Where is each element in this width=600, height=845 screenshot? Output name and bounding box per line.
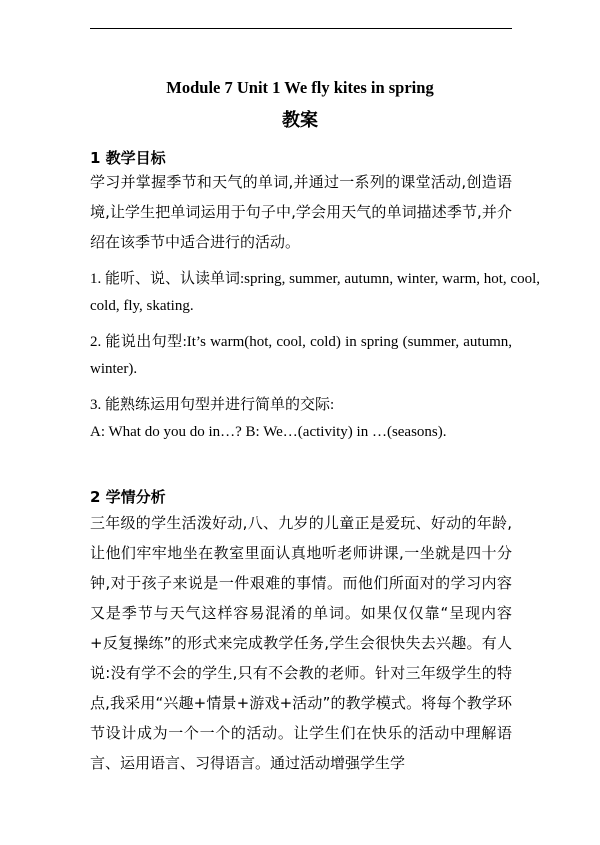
section-heading-analysis: 2 学情分析 — [90, 488, 166, 506]
header-rule — [90, 28, 512, 29]
goal-3: 3. 能熟练运用句型并进行简单的交际: — [90, 397, 335, 413]
goal-2-line-1: 2. 能说出句型:It’s warm(hot, cool, cold) in spring (summer, autumn, — [90, 334, 512, 350]
document-subtitle: 教案 — [282, 110, 318, 131]
goal-1-line-2: cold, fly, skating. — [90, 298, 194, 314]
goal-2-line-2: winter). — [90, 361, 138, 377]
dialogue-pattern: A: What do you do in…? B: We…(activity) in …(seasons). — [90, 424, 447, 440]
goal-1-line-1: 1. 能听、说、认读单词:spring, summer, autumn, winter, warm, hot, cool, — [90, 271, 541, 287]
document-title: Module 7 Unit 1 We fly kites in spring — [166, 78, 434, 97]
objectives-intro: 学习并掌握季节和天气的单词,并通过一系列的课堂活动,创造语境,让学生把单词运用于句子中,学会用天气的单词描述季节,并介绍在该季节中适合进行的活动。 — [90, 173, 512, 251]
analysis-body: 三年级的学生活泼好动,八、九岁的儿童正是爱玩、好动的年龄,让他们牢牢地坐在教室里面认真地听老师讲课,一坐就是四十分钟,对于孩子来说是一件艰难的事情。而他们所面对的学习内容又是季节与天气这样容易混淆的单词。如果仅仅靠“呈现内容+反复操练”的形式来完成教学任务,学生会很快失去兴趣。有人说:没有学不会的学生,只有不会教的老师。针对三年级学生的特点,我采用“兴趣+情景+游戏+活动”的教学模式。将每个教学环节设计成为一个一个的活动。让学生们在快乐的活动中理解语言、运用语言、习得语言。通过活动增强学生学 — [90, 514, 512, 772]
section-heading-objectives: 1 教学目标 — [90, 149, 166, 167]
